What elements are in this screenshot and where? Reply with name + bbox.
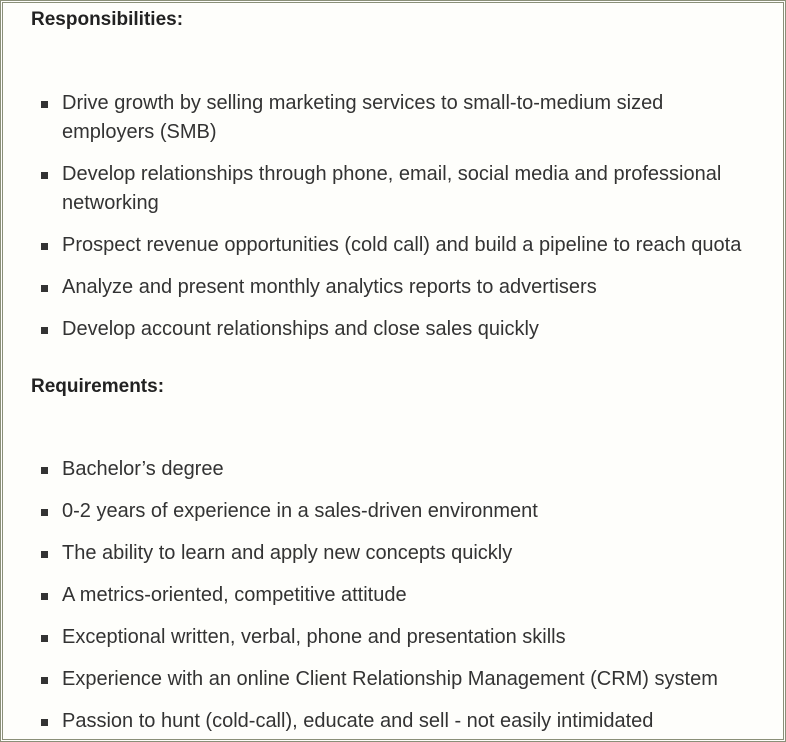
bullet-icon bbox=[41, 243, 48, 250]
bullet-icon bbox=[41, 467, 48, 474]
list-item: Experience with an online Client Relationship Management (CRM) system bbox=[31, 665, 777, 694]
bullet-icon bbox=[41, 285, 48, 292]
list-item: The ability to learn and apply new concepts quickly bbox=[31, 539, 777, 568]
list-item: Develop relationships through phone, email, social media and professional networking bbox=[31, 160, 771, 218]
bullet-icon bbox=[41, 327, 48, 334]
bullet-icon bbox=[41, 635, 48, 642]
list-item: Develop account relationships and close sales quickly bbox=[31, 315, 777, 344]
bullet-icon bbox=[41, 719, 48, 726]
list-item: Prospect revenue opportunities (cold call) and build a pipeline to reach quota bbox=[31, 231, 786, 260]
list-item: Passion to hunt (cold-call), educate and sell - not easily intimidated bbox=[31, 707, 777, 736]
list-item: Bachelor’s degree bbox=[31, 455, 777, 484]
bullet-icon bbox=[41, 101, 48, 108]
bullet-icon bbox=[41, 593, 48, 600]
list-item: Exceptional written, verbal, phone and presentation skills bbox=[31, 623, 777, 652]
bullet-icon bbox=[41, 509, 48, 516]
bullet-icon bbox=[41, 551, 48, 558]
list-item: 0-2 years of experience in a sales-driven environment bbox=[31, 497, 777, 526]
responsibilities-heading: Responsibilities: bbox=[31, 9, 184, 30]
list-item: Drive growth by selling marketing services to small-to-medium sized employers (SMB) bbox=[31, 89, 721, 147]
list-item: A metrics-oriented, competitive attitude bbox=[31, 581, 777, 610]
bullet-icon bbox=[41, 677, 48, 684]
bullet-icon bbox=[41, 172, 48, 179]
requirements-heading: Requirements: bbox=[31, 376, 165, 397]
list-item: Analyze and present monthly analytics reports to advertisers bbox=[31, 273, 777, 302]
